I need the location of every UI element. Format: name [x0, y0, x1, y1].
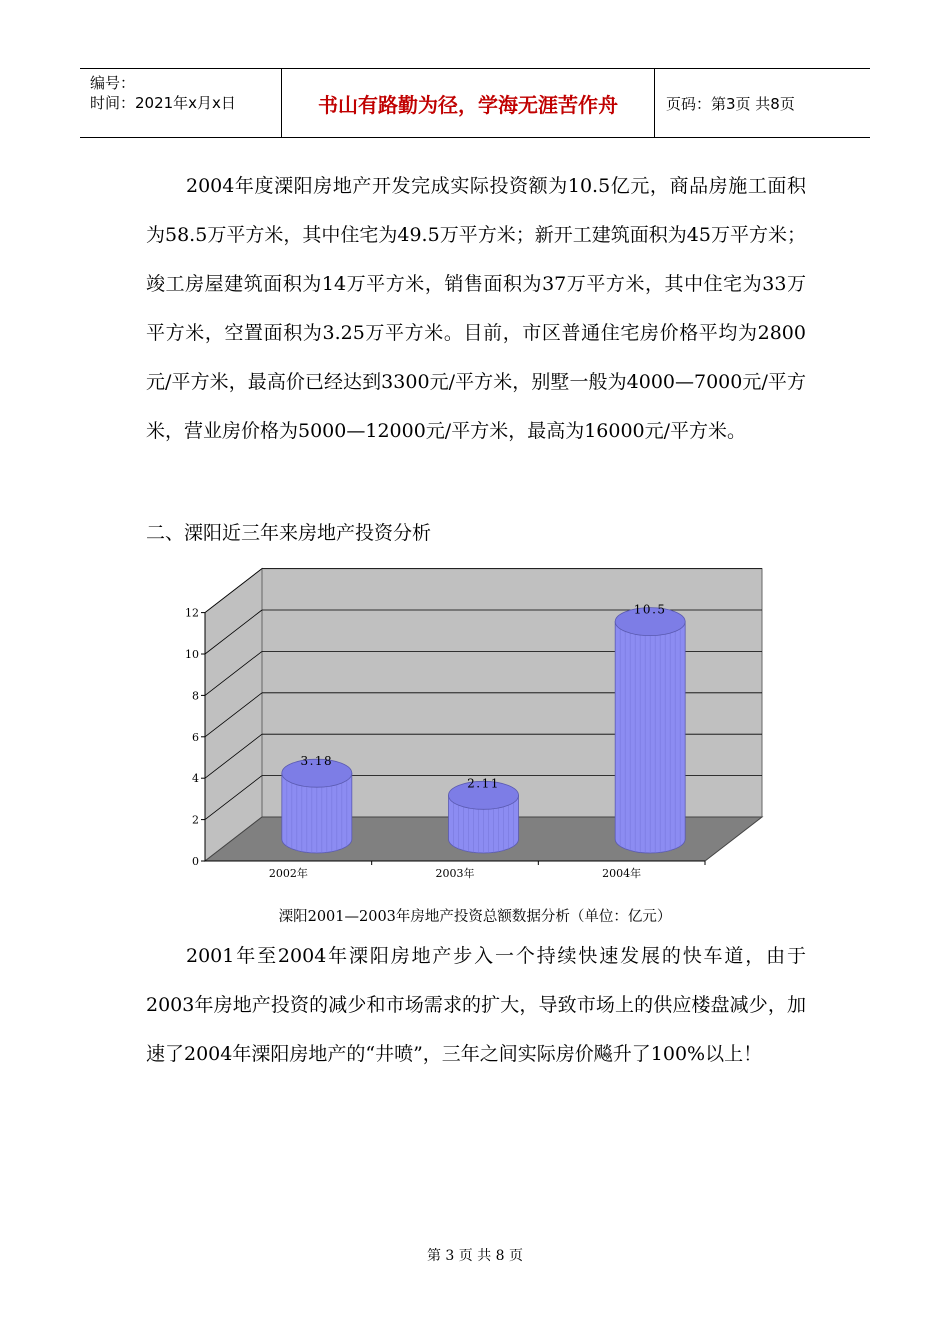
investment-chart [0, 560, 950, 890]
data-label: 10.5 [633, 602, 667, 617]
bar-cylinder-2002年 [282, 759, 352, 853]
body-paragraph-1: 2004年度溧阳房地产开发完成实际投资额为10.5亿元，商品房施工面积为58.5万平方米，其中住宅为49.5万平方米；新开工建筑面积为45万平方米；竣工房屋建筑面积为14万平方米，销售面积为37万平方米，其中住宅为33万平方米，空置面积为3.25万平方米。目前，市区普通住宅房价格平均为2800元/平方米，最高价已经达到3300元/平方米，别墅一般为4000—7000元/平方米，营业房价格为5000—12000元/平方米，最高为16000元/平方米。 [146, 175, 806, 442]
x-tick-label: 2004年 [602, 867, 642, 880]
y-tick-label: 8 [192, 689, 199, 703]
body-paragraph-2: 2001年至2004年溧阳房地产步入一个持续快速发展的快车道，由于2003年房地产投资的减少和市场需求的扩大，导致市场上的供应楼盘减少，加速了2004年溧阳房地产的“井喷”，三年之间实际房价飚升了100%以上！ [146, 945, 806, 1065]
page-footer: 第 3 页 共 8 页 [426, 1248, 524, 1264]
page-header [80, 68, 870, 138]
y-tick-label: 12 [185, 606, 199, 620]
header-time-label: 时间：2021年x月x日 [90, 94, 236, 112]
data-label: 2.11 [467, 776, 500, 791]
data-label: 3.18 [300, 754, 334, 769]
y-tick-label: 2 [192, 813, 199, 827]
header-meta [80, 69, 282, 137]
header-page-info: 页码：第3页 共8页 [666, 94, 795, 113]
section-heading: 二、溧阳近三年来房地产投资分析 [146, 522, 432, 544]
x-tick-label: 2003年 [435, 867, 475, 880]
x-tick-label: 2002年 [268, 867, 308, 880]
y-tick-label: 4 [192, 772, 199, 786]
y-tick-label: 0 [192, 855, 199, 868]
header-number-label: 编号： [90, 74, 136, 92]
y-tick-label: 10 [185, 648, 199, 661]
chart-caption: 溧阳2001—2003年房地产投资总额数据分析（单位：亿元） [278, 909, 672, 925]
header-motto: 书山有路勤为径，学海无涯苦作舟 [282, 69, 655, 137]
y-tick-label: 6 [192, 730, 199, 744]
bar-cylinder-2004年 [615, 608, 685, 853]
bar-cylinder-2003年 [449, 781, 519, 853]
